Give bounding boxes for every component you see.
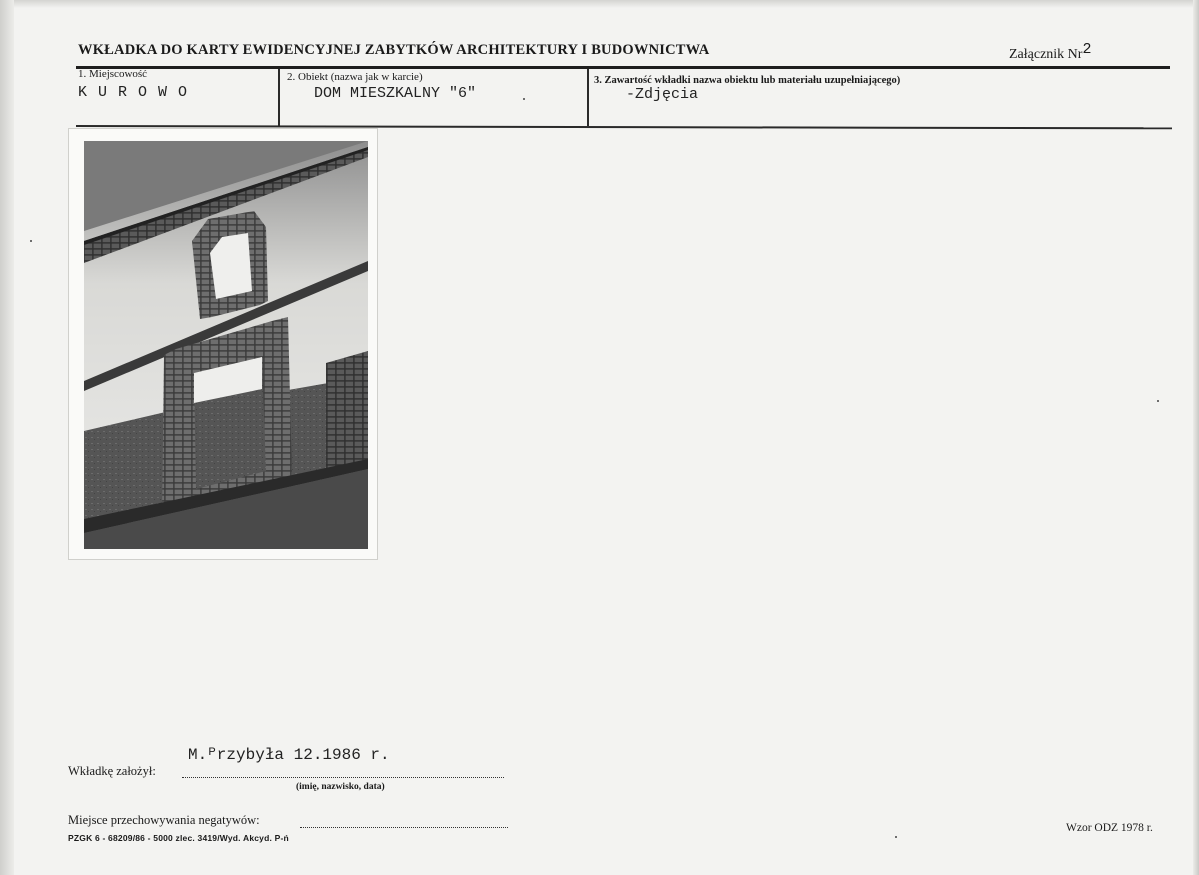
brick-gable-window-photo (84, 141, 368, 549)
scan-edge-top (0, 0, 1199, 8)
scan-edge-left (0, 0, 14, 875)
form-code: Wzor ODZ 1978 r. (1066, 822, 1153, 834)
print-code: PZGK 6 - 68209/86 - 5000 zlec. 3419/Wyd. Akcyd. P-ń (68, 833, 289, 843)
founder-dotted-line (182, 777, 504, 778)
founder-caption: (imię, nazwisko, data) (296, 782, 385, 792)
scan-speck (30, 240, 32, 242)
scan-speck (523, 98, 525, 100)
form-title: WKŁADKA DO KARTY EWIDENCYJNEJ ZABYTKÓW ARCHITEKTURY I BUDOWNICTWA (78, 42, 710, 58)
negatives-dotted-line (300, 827, 508, 828)
attachment-value: 2 (1082, 41, 1092, 58)
scan-speck (1157, 400, 1159, 402)
attachment-number (1009, 41, 1092, 63)
scan-speck (895, 836, 897, 838)
attachment-label: Załącznik Nr (1009, 47, 1083, 62)
founder-value: M.ᴾrzybyła 12.1986 r. (188, 746, 390, 764)
field-divider-2 (587, 69, 589, 126)
object-label: 2. Obiekt (nazwa jak w karcie) (287, 71, 423, 83)
header-rule (76, 66, 1170, 69)
scan-edge-right (1193, 0, 1199, 875)
negatives-label: Miejsce przechowywania negatywów: (68, 813, 260, 827)
locality-label: 1. Miejscowość (78, 68, 148, 80)
locality-value: K U R O W O (78, 84, 189, 101)
photo-print (68, 128, 378, 560)
field-divider-1 (278, 69, 280, 126)
founder-label: Wkładkę założył: (68, 764, 156, 778)
object-value: DOM MIESZKALNY "6" (314, 85, 477, 102)
contents-label: 3. Zawartość wkładki nazwa obiektu lub materiału uzupełniającego) (594, 75, 901, 86)
contents-value: -Zdjęcia (626, 86, 699, 103)
